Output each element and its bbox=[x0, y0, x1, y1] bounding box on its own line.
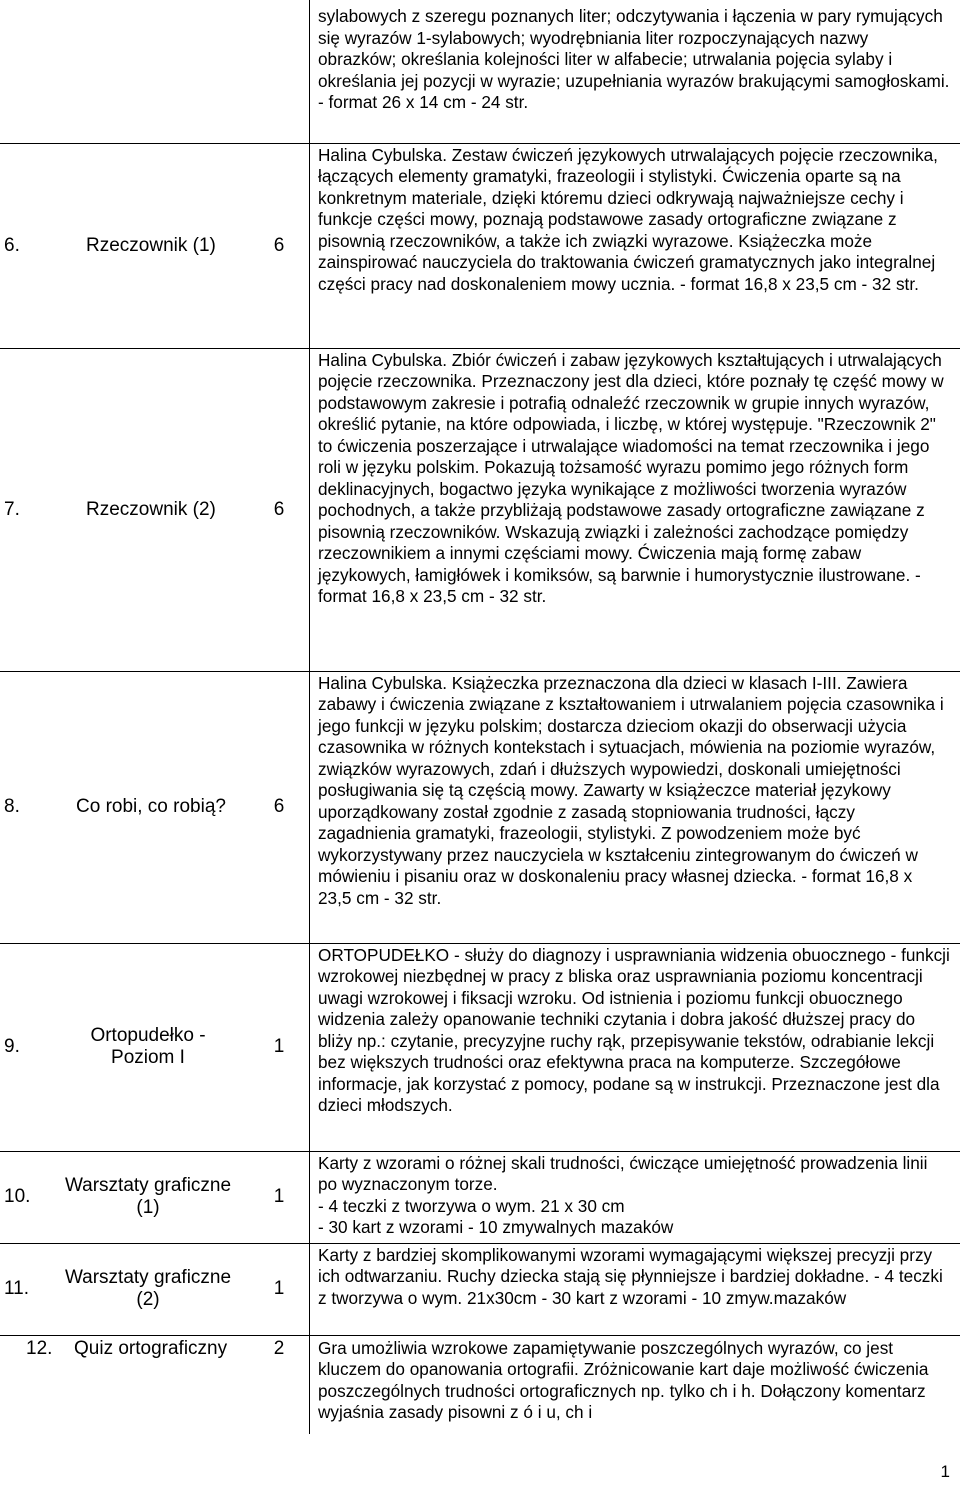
row-number: 9. bbox=[0, 943, 50, 1151]
row-title: Rzeczownik (2) bbox=[50, 348, 246, 671]
row-title: Co robi, co robią? bbox=[50, 671, 246, 943]
description-line: - 4 teczki z tworzywa o wym. 21 x 30 cm bbox=[318, 1195, 625, 1216]
row-count: 1 bbox=[246, 1243, 312, 1335]
row-title bbox=[50, 0, 246, 143]
row-count bbox=[246, 0, 312, 143]
row-number: 12. bbox=[0, 1335, 50, 1434]
page-number: 1 bbox=[940, 1462, 950, 1481]
table-row bbox=[0, 143, 960, 348]
row-number: 11. bbox=[0, 1243, 50, 1335]
row-count: 6 bbox=[246, 671, 312, 943]
row-description: Karty z bardziej skomplikowanymi wzorami wymagającymi większej precyzji przy ich odtwarzaniu. Ruchy dziecka stają się płynniejsze i bardziej dokładne. - 4 teczki z tworzywa o wym. 21x30cm - 30 kart z wzorami - 10 zmyw.mazaków bbox=[312, 1243, 960, 1335]
table-row bbox=[0, 1243, 960, 1335]
row-description: Gra umożliwia wzrokowe zapamiętywanie poszczególnych wyrazów, co jest kluczem do opanowania ortografii. Zróżnicowanie kart daje możliwość ćwiczenia poszczególnych trudności ortograficznych np. tylko ch i h. Dołączony komentarz wyjaśnia zasady pisowni z ó i u, ch i bbox=[312, 1335, 960, 1434]
row-title: Rzeczownik (1) bbox=[50, 143, 246, 348]
row-title: Ortopudełko - Poziom I bbox=[50, 943, 246, 1151]
table-row bbox=[0, 943, 960, 1151]
description-line: Karty z wzorami o różnej skali trudności, ćwiczące umiejętność prowadzenia linii po wyznaczonym torze. bbox=[318, 1152, 928, 1194]
row-number: 6. bbox=[0, 143, 50, 348]
row-number: 8. bbox=[0, 671, 50, 943]
table-row bbox=[0, 348, 960, 671]
row-number bbox=[0, 0, 50, 143]
table-row bbox=[0, 671, 960, 943]
row-count: 1 bbox=[246, 1151, 312, 1243]
row-number: 10. bbox=[0, 1151, 50, 1243]
row-description: Halina Cybulska. Zbiór ćwiczeń i zabaw językowych kształtujących i utrwalających pojęcie rzeczownika. Przeznaczony jest dla dzieci, które poznały tę część mowy w podstawowym zakresie i potrafią odnaleźć rzeczownik w grupie innych wyrazów, określić pytanie, na które odpowiada, i liczbę, w której występuje. "Rzeczownik 2" to ćwiczenia poszerzające i utrwalające wiadomości na temat rzeczownika i jego roli w języku polskim. Pokazują tożsamość wyrazu pomimo jego różnych form deklinacyjnych, bogactwo języka wynikające z możliwości tworzenia wyrazów pochodnych, a także przybliżają podstawowe zasady ortograficzne zawiązane z pisownią rzeczowników. Wskazują związki i zależności zachodzące pomiędzy rzeczownikiem a innymi częściami mowy. Ćwiczenia mają formę zabaw językowych, łamigłówek i komiksów, są barwnie i humorystycznie ilustrowane. - format 16,8 x 23,5 cm - 32 str. bbox=[312, 348, 960, 671]
row-description: Halina Cybulska. Zestaw ćwiczeń językowych utrwalających pojęcie rzeczownika, łączących elementy gramatyki, frazeologii i stylistyki. Ćwiczenia oparte są na konkretnym materiale, dzięki któremu dzieci odkrywają najważniejsze cechy i funkcje części mowy, poznają podstawowe zasady ortograficzne związane z pisownią rzeczowników, a także ich związki wyrazowe. Książeczka może zainspirować nauczyciela do traktowania ćwiczeń gramatycznych jako integralnej części pracy nad doskonaleniem mowy ucznia. - format 16,8 x 23,5 cm - 32 str. bbox=[312, 143, 960, 348]
row-description: sylabowych z szeregu poznanych liter; odczytywania i łączenia w pary rymujących się wyrazów 1-sylabowych; wyodrębniania liter rozpoczynających nazwy obrazków; określania kolejności liter w alfabecie; utrwalania pojęcia sylaby i określania jej pozycji w wyrazie; uzupełniania wyrazów brakującymi samogłoskami. - format 26 x 14 cm - 24 str. bbox=[318, 6, 950, 112]
row-title: Quiz ortograficzny bbox=[50, 1335, 246, 1434]
row-count: 2 bbox=[246, 1335, 312, 1434]
row-title: Warsztaty graficzne (2) bbox=[50, 1243, 246, 1335]
row-description: ORTOPUDEŁKO - służy do diagnozy i usprawniania widzenia obuocznego - funkcji wzrokowej niezbędnej w pracy z bliska oraz usprawniania poziomu koncentracji uwagi wzrokowej i fiksacji wzroku. Od istnienia i poziomu funkcji obuocznego widzenia zależy opanowanie techniki czytania i dobra jakość dłuższej pracy do bliży np.: czytanie, precyzyjne ruchy rąk, przepisywanie tekstów, odrabianie lekcji bez większych trudności oraz efektywna praca na komputerze. Szczegółowe informacje, jak korzystać z pomocy, podane są w instrukcji. Przeznaczone jest dla dzieci młodszych. bbox=[312, 943, 960, 1151]
row-description bbox=[312, 1151, 960, 1243]
table-row bbox=[0, 1335, 960, 1434]
row-count: 6 bbox=[246, 348, 312, 671]
description-line: - 30 kart z wzorami - 10 zmywalnych mazaków bbox=[318, 1217, 674, 1237]
row-count: 6 bbox=[246, 143, 312, 348]
table-row bbox=[0, 0, 960, 143]
row-number: 7. bbox=[0, 348, 50, 671]
row-description: Halina Cybulska. Książeczka przeznaczona dla dzieci w klasach I-III. Zawiera zabawy i ćwiczenia związane z kształtowaniem i utrwalaniem pojęcia czasownika i jego funkcji w języku polskim; dostarcza dzieciom okazji do obserwacji użycia czasownika w różnych kontekstach i sytuacjach, mówienia na poziomie wyrazów, związków wyrazowych, zdań i dłuższych wypowiedzi, doskonali umiejętności posługiwania się tą częścią mowy. Zawarty w książeczce materiał językowy uporządkowany został zgodnie z zasadą stopniowania trudności, łączy zagadnienia gramatyki, frazeologii, stylistyki. Z powodzeniem może być wykorzystywany przez nauczyciela w kształceniu zintegrowanym do ćwiczeń w mówieniu i pisaniu oraz w doskonaleniu pracy własnej dziecka. - format 16,8 x 23,5 cm - 32 str. bbox=[312, 671, 960, 943]
row-count: 1 bbox=[246, 943, 312, 1151]
row-title: Warsztaty graficzne (1) bbox=[50, 1151, 246, 1243]
table-row bbox=[0, 1151, 960, 1243]
